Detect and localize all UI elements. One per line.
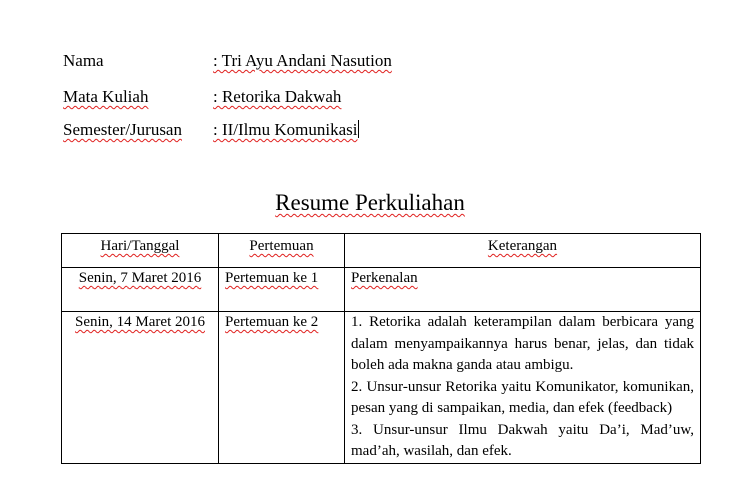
- text-cursor: [358, 120, 359, 138]
- header-session: [219, 234, 345, 268]
- info-label-semester: Semester/Jurusan: [63, 120, 182, 139]
- row-1-session: [219, 268, 345, 312]
- resume-table: [61, 233, 701, 464]
- header-notes: [345, 234, 701, 268]
- row-1-date: [62, 268, 219, 312]
- header-date: [62, 234, 219, 268]
- row-2-notes: [345, 312, 701, 464]
- header-date-text: Hari/Tanggal: [100, 238, 180, 254]
- row-1-date-text: Senin, 7 Maret 2016: [78, 270, 202, 286]
- info-value-semester: : II/Ilmu Komunikasi: [213, 120, 358, 139]
- table-row: [62, 268, 701, 312]
- table-row: [62, 312, 701, 464]
- page-title: [0, 189, 740, 217]
- info-label-course: Mata Kuliah: [63, 87, 149, 106]
- table-header-row: [62, 234, 701, 268]
- info-value-course: : Retorika Dakwah: [213, 87, 342, 106]
- page-title-text: Resume Perkuliahan: [275, 190, 465, 215]
- row-2-date: [62, 312, 219, 464]
- row-1-note-1: Perkenalan: [351, 270, 418, 286]
- header-session-text: Pertemuan: [249, 238, 314, 254]
- row-2-note-2: 2. Unsur-unsur Retorika yaitu Komunikator, komunikan, pesan yang di sampaikan, media, dan efek (feedback): [351, 378, 694, 416]
- row-2-note-3: 3. Unsur-unsur Ilmu Dakwah yaitu Da’i, Mad’uw, mad’ah, wasilah, dan efek.: [351, 421, 694, 459]
- row-1-session-text: Pertemuan ke 1: [225, 270, 319, 286]
- row-2-note-1: 1. Retorika adalah keterampilan dalam berbicara yang dalam menyampaikannya harus benar, jelas, dan tidak boleh ada makna ganda atau ambigu.: [351, 314, 694, 373]
- row-2-session: [219, 312, 345, 464]
- info-value-name: : Tri Ayu Andani Nasution: [213, 51, 392, 70]
- row-2-session-text: Pertemuan ke 2: [225, 314, 319, 330]
- info-value-semester-wrap[interactable]: [213, 120, 359, 140]
- row-1-notes: [345, 268, 701, 312]
- row-2-date-text: Senin, 14 Maret 2016: [75, 314, 205, 330]
- info-label-name: Nama: [63, 51, 104, 70]
- header-notes-text: Keterangan: [487, 238, 558, 254]
